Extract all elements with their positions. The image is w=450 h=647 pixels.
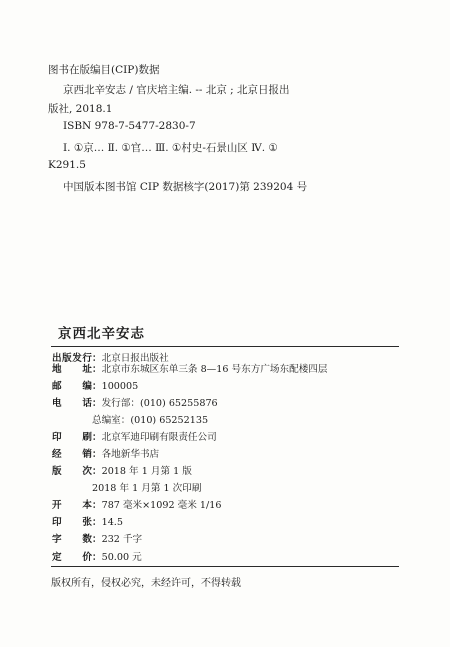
colophon-value: 787 毫米×1092 毫米 1/16: [101, 500, 222, 511]
colophon-row-printing: 2018 年 1 月第 1 次印刷: [92, 483, 202, 494]
colophon-label: 印张: [52, 517, 92, 528]
colophon-row-printer: 印刷：北京军迪印刷有限责任公司: [52, 429, 217, 443]
colophon-label: 电话: [52, 398, 92, 409]
cip-classification-2: K291.5: [48, 159, 86, 171]
colophon-label: 定价: [52, 552, 92, 563]
colophon-value: 发行部：(010) 65255876: [101, 398, 218, 409]
colophon-label: 开本: [52, 500, 92, 511]
colophon-row-format: 开本：787 毫米×1092 毫米 1/16: [52, 497, 221, 511]
colophon-value: 各地新华书店: [101, 449, 160, 460]
rights-notice: 版权所有，侵权必究，未经许可，不得转载: [51, 578, 241, 589]
colophon-label: 经销: [52, 449, 92, 460]
colophon-label: 字数: [52, 534, 92, 545]
colophon-row-price-value: 定价：50.00 元: [52, 549, 142, 563]
cip-line-2: 版社, 2018.1: [48, 103, 113, 115]
cip-classification-1: Ⅰ. ①京… Ⅱ. ①官… Ⅲ. ①村史-石景山区 Ⅳ. ①: [63, 142, 278, 154]
colophon-row-distributor: 经销：各地新华书店: [52, 446, 159, 460]
colophon-row-postcode: 邮编：100005: [52, 378, 138, 392]
colophon-label: 印刷: [52, 432, 92, 443]
book-title: 京西北辛安志: [58, 326, 145, 342]
colophon-row-address: 地址：北京市东城区东单三条 8—16 号东方广场东配楼四层: [52, 361, 327, 375]
colophon-value: 14.5: [101, 517, 123, 528]
colophon-label: 版次: [52, 466, 92, 477]
divider-top: [51, 346, 399, 347]
cip-library-note: 中国版本图书馆 CIP 数据核字(2017)第 239204 号: [63, 181, 308, 193]
colophon-value: 232 千字: [101, 534, 143, 545]
divider-bottom: [51, 566, 399, 567]
colophon-row-edition: 版次：2018 年 1 月第 1 版: [52, 463, 192, 477]
cip-isbn: ISBN 978-7-5477-2830-7: [63, 120, 196, 132]
cip-line-1: 京西北辛安志 / 官庆培主编. -- 北京 ; 北京日报出: [63, 84, 290, 96]
colophon-row-wordcount: 字数：232 千字: [52, 531, 142, 545]
colophon-row-publisher: 出版发行：北京日报出版社: [52, 350, 169, 364]
colophon-value: 100005: [101, 381, 139, 392]
colophon-value: 50.00 元: [101, 552, 142, 563]
cip-heading: 图书在版编目(CIP)数据: [48, 64, 160, 76]
colophon-label: 邮编: [52, 381, 92, 392]
colophon-value: 北京市东城区东单三条 8—16 号东方广场东配楼四层: [101, 364, 328, 375]
colophon-row-phone: 电话：发行部：(010) 65255876: [52, 395, 218, 409]
colophon-value: 2018 年 1 月第 1 版: [101, 466, 192, 477]
colophon-label: 地址: [52, 364, 92, 375]
colophon-value: 北京日报出版社: [101, 353, 169, 364]
colophon-row-phone-2: 总编室：(010) 65252135: [92, 415, 209, 426]
colophon-label: 出版发行: [52, 353, 92, 364]
colophon-row-sheets: 印张：14.5: [52, 514, 123, 528]
colophon-value: 北京军迪印刷有限责任公司: [101, 432, 217, 443]
